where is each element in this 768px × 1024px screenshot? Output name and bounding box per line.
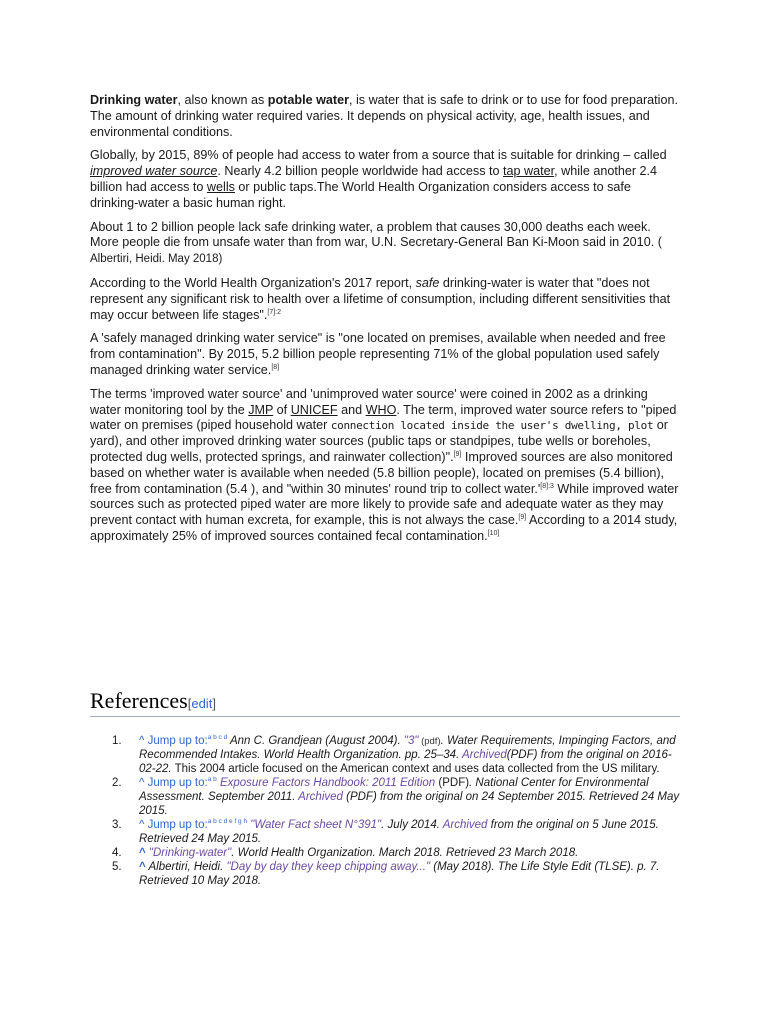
text: According to a 2014 study, approximately 25% of improved sources contained fecal contamination. (90, 513, 678, 543)
archived-link[interactable]: Archived (442, 819, 488, 831)
article-body (90, 93, 680, 553)
text: This 2004 article focused on the American context and uses data collected from the US military. (171, 763, 660, 775)
footnote-link[interactable]: [9] (518, 513, 527, 521)
paragraph-intro (90, 93, 680, 140)
text: (pdf) (418, 736, 441, 747)
link-tap-water[interactable]: tap water (503, 164, 555, 179)
reference-item (112, 818, 682, 846)
text: Ann C. Grandjean (August 2004). (227, 735, 404, 747)
text: of (273, 402, 291, 417)
bracket-close: ] (212, 696, 216, 711)
reference-item (112, 776, 682, 818)
text: The terms 'improved water source' and 'unimproved water source' were coined in 2002 as a drinking water monitoring tool by the (90, 386, 648, 417)
paragraph-safely-managed (90, 331, 680, 378)
footnote-link[interactable]: [8] (271, 363, 280, 371)
reference-link[interactable]: Exposure Factors Handbook: 2011 Edition (219, 777, 436, 789)
link-unicef[interactable]: UNICEF (290, 402, 338, 417)
monospace-text: connection located inside the user's dwelling, plot (330, 419, 654, 433)
text: . July 2014. (381, 819, 443, 831)
jump-up-link[interactable]: Jump up to: (147, 819, 208, 831)
reference-number: 3. (112, 819, 122, 831)
reference-link[interactable]: "Drinking-water" (148, 847, 232, 859)
text: (PDF) from the original on 2016-02-22. (139, 749, 672, 775)
edit-link[interactable]: edit (191, 696, 213, 711)
text: A 'safely managed drinking water service" is "one located on premises, available when needed and free from contamination". By 2015, 5.2 billion people representing 71% of the global population used safely managed drinking water service. (90, 331, 666, 377)
text: About 1 to 2 billion people lack safe drinking water, a problem that causes 30,000 deaths each week. More people die from unsafe water than from war, U.N. Secretary-General Ban Ki-Moon said in 2010. ( (90, 219, 662, 250)
footnote-link[interactable]: [10] (487, 529, 500, 537)
text: and (337, 402, 366, 417)
text: . The term, improved water source refers to "piped water on premises (piped household water (90, 402, 677, 433)
link-wells[interactable]: wells (206, 179, 235, 194)
text: Improved sources are also monitored based on whether water is available when needed (5.8 billion people), located on premises (5.4 billion), free from contamination (5.4 ), and "within 30 minutes' round trip to collect water.' (90, 449, 673, 496)
text: (PDF) (435, 777, 470, 789)
term-drinking-water: Drinking water (90, 93, 178, 107)
references-title: References (90, 688, 188, 713)
footnote-link[interactable]: [7]:2 (267, 308, 281, 316)
text: drinking-water is water that "does not represent any significant risk to health over a lifetime of consumption, including different sensitivities that may occur between life stages". (90, 275, 671, 322)
link-jmp[interactable]: JMP (248, 402, 274, 417)
text: , while another 2.4 billion had access to (90, 164, 658, 194)
reference-item (112, 860, 682, 888)
paragraph-who-report (90, 276, 680, 323)
reference-link[interactable]: "Day by day they keep chipping away..." (226, 861, 431, 873)
term-potable-water: potable water (267, 93, 349, 107)
caret-link[interactable]: ^ (139, 819, 145, 831)
archived-link[interactable]: Archived (462, 749, 507, 761)
footnote-link[interactable]: [8]:3 (540, 482, 554, 490)
jump-up-link[interactable]: Jump up to: (147, 735, 208, 747)
text: or yard), and other improved drinking water sources (public taps or standpipes, tube wells or boreholes, protected dug wells, protected springs, and rainwater collection)". (90, 418, 668, 464)
paragraph-improved-sources (90, 387, 680, 545)
text: from the original on 5 June 2015. Retrieved 24 May 2015. (139, 819, 659, 845)
reference-link[interactable]: "Water Fact sheet N°391" (250, 819, 382, 831)
text: Albertiri, Heidi. (145, 861, 227, 873)
reference-number: 5. (112, 861, 122, 873)
text: (May 2018). The Life Style Edit (TLSE). p. 7. Retrieved 10 May 2018. (139, 861, 660, 887)
jump-up-link[interactable]: Jump up to: (147, 777, 208, 789)
caret-link[interactable]: ^ (139, 847, 146, 859)
paragraph-global-access (90, 148, 680, 211)
text: According to the World Health Organization's 2017 report, (90, 275, 416, 290)
text: While improved water sources such as protected piped water are more likely to provide safe and adequate water as they may prevent contact with human excreta, for example, this is not always the case. (90, 481, 679, 528)
reference-number: 4. (112, 847, 122, 859)
backlink-letters[interactable]: a b c d (207, 734, 228, 742)
backlink-letters[interactable]: a b c d e f g h (207, 818, 248, 826)
reference-link[interactable]: "3" (403, 735, 419, 747)
text: . Water Requirements, Impinging Factors, and Recommended Intakes. World Health Organization. pp. 25–34. (139, 735, 676, 761)
text: . Nearly 4.2 billion people worldwide had access to (217, 164, 504, 179)
link-who[interactable]: WHO (365, 402, 397, 417)
reference-item (112, 734, 682, 776)
paragraph-deaths (90, 220, 680, 268)
caret-link[interactable]: ^ (139, 861, 146, 873)
archived-link[interactable]: Archived (298, 791, 343, 803)
text: , is water that is safe to drink or to use for food preparation. The amount of drinking water required varies. It depends on physical activity, age, health issues, and environmental conditions. (90, 93, 678, 139)
bracket-open: [ (187, 696, 192, 711)
backlink-letters[interactable]: a b (207, 776, 217, 784)
inline-citation: Albertiri, Heidi. May 2018) (90, 253, 223, 266)
text: or public taps.The World Health Organization considers access to safe drinking-water a basic human right. (90, 179, 631, 210)
text: (PDF) from the original on 24 September 2015. Retrieved 24 May 2015. (139, 791, 680, 817)
term-safe: safe (415, 275, 440, 290)
footnote-link[interactable]: [9] (453, 450, 462, 458)
text: . World Health Organization. March 2018. Retrieved 23 March 2018. (231, 847, 579, 859)
reference-list (112, 734, 682, 888)
caret-link[interactable]: ^ (139, 777, 145, 789)
link-improved-water-source[interactable]: improved water source (90, 164, 218, 179)
text: , also known as (177, 93, 268, 107)
references-heading (90, 688, 680, 717)
reference-number: 2. (112, 777, 122, 789)
reference-number: 1. (112, 735, 122, 747)
text: . National Center for Environmental Assessment. September 2011. (139, 777, 649, 803)
caret-link[interactable]: ^ (139, 735, 145, 747)
reference-item (112, 846, 682, 860)
text: Globally, by 2015, 89% of people had access to water from a source that is suitable for drinking – called (90, 148, 667, 163)
